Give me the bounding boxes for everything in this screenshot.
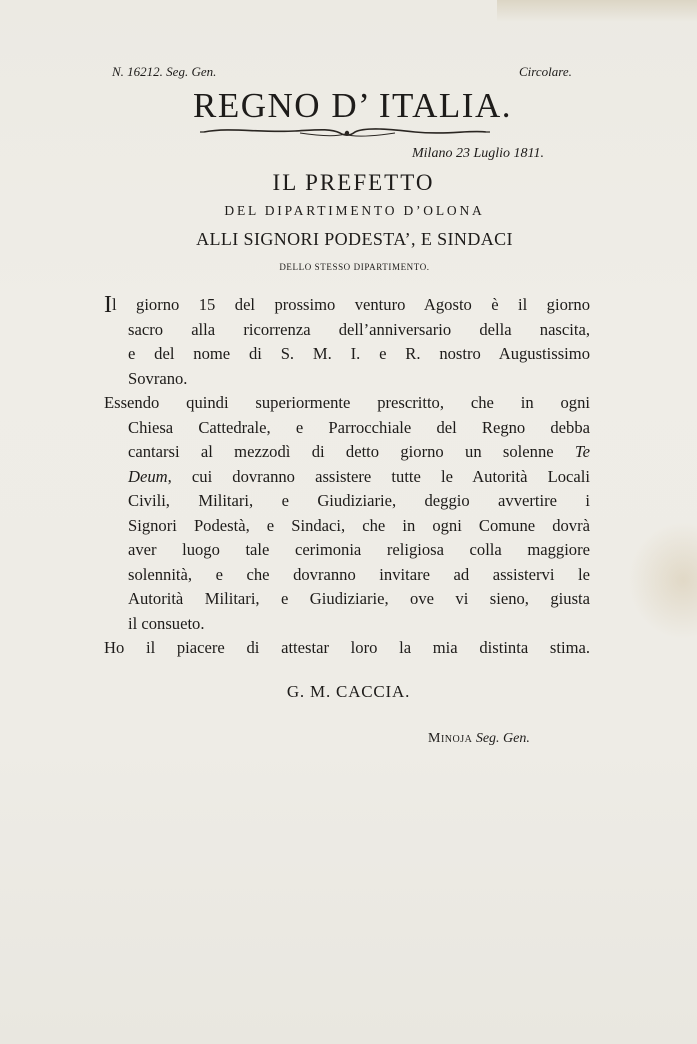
initial-letter: I	[104, 292, 112, 318]
body-line: Essendo quindi superiormente prescritto, che in ogni	[104, 393, 590, 412]
body-line: il consueto.	[128, 613, 205, 633]
signature: G. M. CACCIA.	[286, 682, 411, 701]
reference-number: N. 16212. Seg. Gen.	[112, 64, 217, 79]
same-department-line: DELLO STESSO DIPARTIMENTO.	[279, 262, 430, 272]
letter-body	[104, 293, 590, 661]
body-line: e del nome di S. M. I. e R. nostro Augustissimo	[128, 344, 590, 363]
secretary-signature	[428, 731, 530, 747]
body-line	[104, 465, 590, 490]
secretary-name: Minoja	[428, 731, 473, 746]
body-line: Autorità Militari, e Giudiziarie, ove vi sieno, giusta	[128, 589, 590, 608]
body-text-italic: Deum	[128, 466, 168, 486]
prefect-heading: IL PREFETTO	[272, 170, 435, 195]
circular-label: Circolare.	[519, 64, 572, 79]
body-text: l giorno 15 del prossimo venturo Agosto è il giorno	[112, 295, 590, 314]
body-line: Civili, Militari, e Giudiziarie, deggio avvertire i	[128, 491, 590, 510]
body-line: Ho il piacere di attestar loro la mia distinta stima.	[104, 638, 590, 657]
department-line: DEL DIPARTIMENTO D’OLONA	[224, 203, 485, 218]
kingdom-title: REGNO D’ ITALIA.	[193, 86, 512, 125]
paper-stain-top	[497, 0, 697, 22]
body-line: sacro alla ricorrenza dell’anniversario della nascita,	[128, 319, 590, 339]
body-text: cantarsi al mezzodì di detto giorno un solenne	[128, 442, 554, 461]
ornamental-rule	[200, 124, 490, 140]
body-line: aver luogo tale cerimonia religiosa colla maggiore	[128, 540, 590, 559]
body-text: , cui dovranno assistere tutte le Autorità Locali	[167, 466, 590, 486]
body-line	[104, 293, 590, 318]
secretary-title: Seg. Gen.	[475, 731, 530, 746]
dateline: Milano 23 Luglio 1811.	[412, 146, 544, 161]
paper-stain-right	[627, 520, 697, 640]
body-line: Signori Podestà, e Sindaci, che in ogni Comune dovrà	[128, 515, 590, 535]
body-line	[104, 440, 590, 465]
body-line: solennità, e che dovranno invitare ad assistervi le	[128, 564, 590, 584]
body-line: Chiesa Cattedrale, e Parrocchiale del Regno debba	[128, 417, 590, 437]
addressee-line: ALLI SIGNORI PODESTA’, E SINDACI	[196, 229, 513, 249]
body-text-italic: Te	[574, 442, 590, 461]
body-line: Sovrano.	[128, 368, 188, 388]
